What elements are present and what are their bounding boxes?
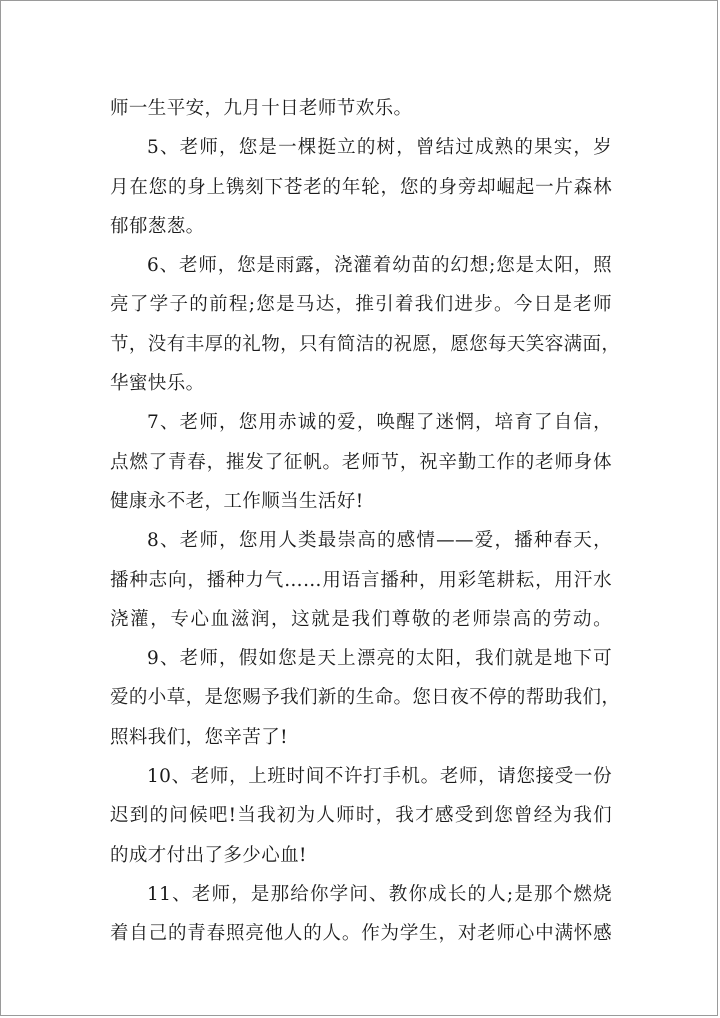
text-line: 爱的小草，是您赐予我们新的生命。您日夜不停的帮助我们，	[110, 687, 621, 709]
text-line: 照料我们，您辛苦了!	[110, 726, 288, 748]
text-line: 点燃了青春，摧发了征帆。老师节，祝辛勤工作的老师身体	[110, 451, 612, 473]
text-line: 6、老师，您是雨露，浇灌着幼苗的幻想;您是太阳，照	[147, 255, 612, 277]
text-line: 迟到的问候吧!当我初为人师时，我才感受到您曾经为我们	[110, 805, 612, 827]
text-line: 亮了学子的前程;您是马达，推引着我们进步。今日是老师	[110, 294, 612, 316]
text-line: 7、老师，您用赤诚的爱，唤醒了迷惘，培育了自信，	[147, 412, 612, 434]
text-line: 浇灌，专心血滋润，这就是我们尊敬的老师崇高的劳动。	[110, 608, 612, 630]
text-line: 播种志向，播种力气……用语言播种，用彩笔耕耘，用汗水	[110, 569, 612, 591]
text-line: 的成才付出了多少心血!	[110, 844, 307, 866]
text-line: 着自己的青春照亮他人的人。作为学生，对老师心中满怀感	[110, 923, 612, 945]
text-line: 华蜜快乐。	[110, 373, 205, 395]
text-line: 5、老师，您是一棵挺立的树，曾结过成熟的果实，岁	[147, 137, 612, 159]
text-line: 11、老师，是那给你学问、教你成长的人;是那个燃烧	[147, 883, 612, 905]
text-line: 10、老师，上班时间不许打手机。老师，请您接受一份	[147, 766, 612, 788]
document-body	[110, 89, 621, 954]
text-line: 节，没有丰厚的礼物，只有简洁的祝愿，愿您每天笑容满面，	[110, 333, 621, 355]
text-line: 月在您的身上镌刻下苍老的年轮，您的身旁却崛起一片森林	[110, 176, 612, 198]
text-line: 9、老师，假如您是天上漂亮的太阳，我们就是地下可	[147, 648, 612, 670]
text-line: 郁郁葱葱。	[110, 215, 205, 237]
text-line: 8、老师，您用人类最崇高的感情——爱，播种春天，	[147, 530, 612, 552]
text-line: 师一生平安，九月十日老师节欢乐。	[110, 98, 413, 119]
text-line: 健康永不老，工作顺当生活好!	[110, 490, 364, 512]
